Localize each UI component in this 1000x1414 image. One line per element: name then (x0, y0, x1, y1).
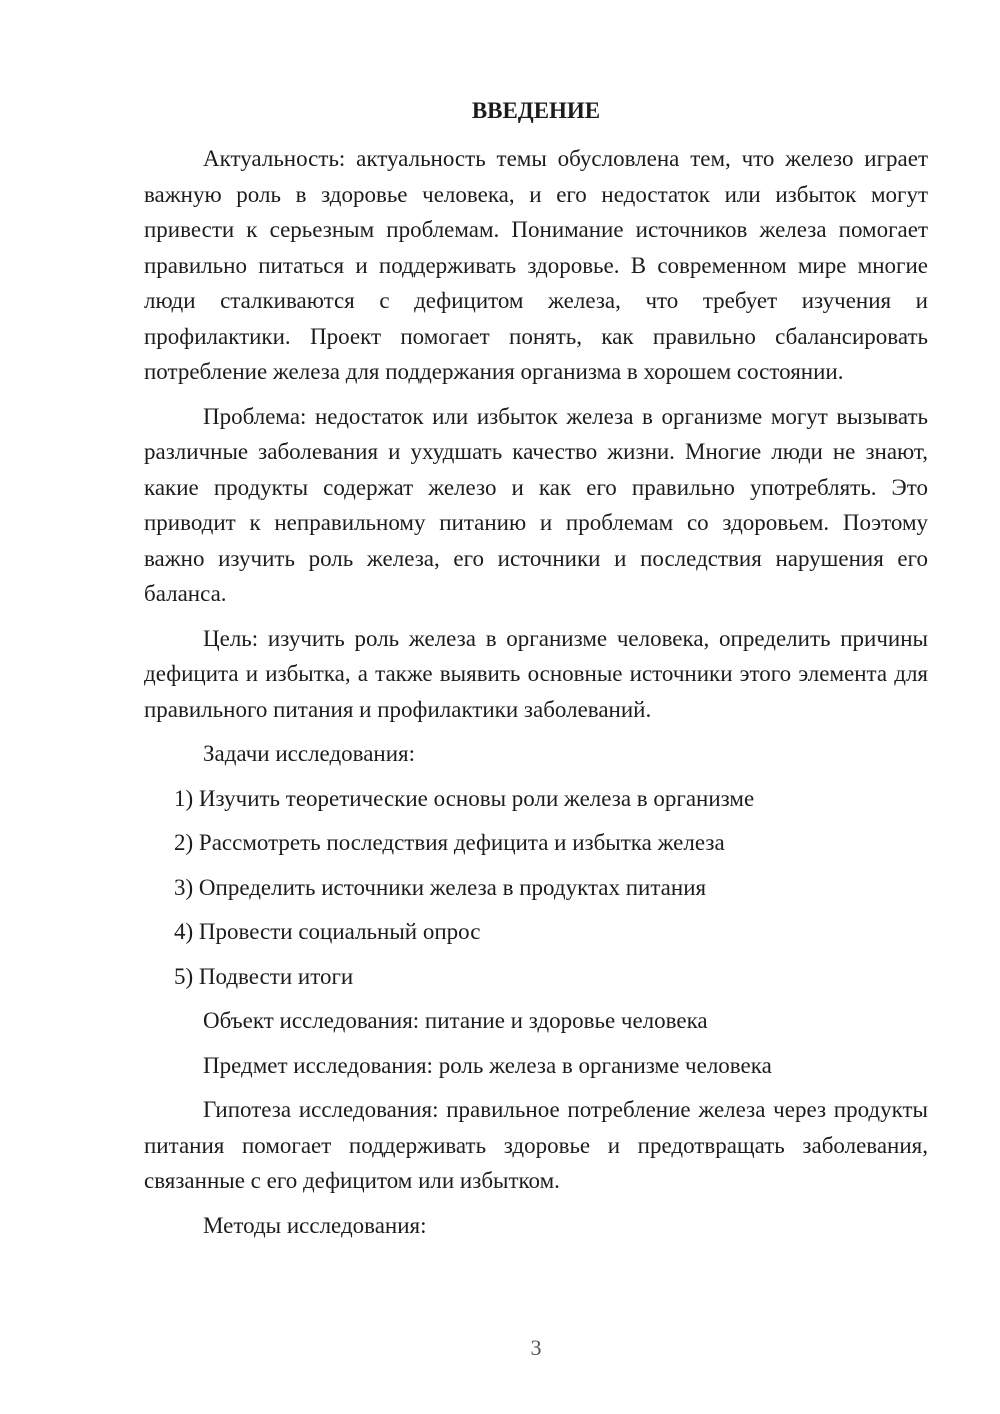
list-item: 5) Подвести итоги (174, 963, 354, 989)
paragraph-relevance: Актуальность: актуальность темы обусловлена тем, что железо играет важную роль в здоровье человека, и его недостаток или избыток могут привести к серьезным проблемам. Понимание источников железа помогает правильно питаться и поддерживать здоровье. В современном мире многие люди сталкиваются с дефицитом железа, что требует изучения и профилактики. Проект помогает понять, как правильно сбалансировать потребление железа для поддержания организма в хорошем состоянии. (144, 146, 928, 384)
tasks-list (144, 781, 928, 995)
list-item: 4) Провести социальный опрос (174, 919, 481, 944)
paragraph-goal: Цель: изучить роль железа в организме человека, определить причины дефицита и избытка, а также выявить основные источники этого элемента для правильного питания и профилактики заболеваний. (144, 625, 928, 722)
paragraph-tasks-intro: Задачи исследования: (203, 741, 416, 766)
paragraph-subject: Предмет исследования: роль железа в организме человека (203, 1052, 772, 1078)
paragraph-problem: Проблема: недостаток или избыток железа в организме могут вызывать различные заболевания и ухудшать качество жизни. Многие люди не знают, какие продукты содержат железо и как его правильно употреблять. Это приводит к неправильному питанию и проблемам со здоровьем. Поэтому важно изучить роль железа, его источники и последствия нарушения его баланса. (144, 403, 928, 606)
paragraph-methods: Методы исследования: (203, 1212, 427, 1238)
list-item: 3) Определить источники железа в продуктах питания (174, 874, 707, 900)
document-body (144, 141, 928, 1252)
paragraph-hypothesis: Гипотеза исследования: правильное потребление железа через продукты питания помогает поддерживать здоровье и предотвращать заболевания, связанные с его дефицитом или избытком. (144, 1097, 928, 1193)
list-item: 1) Изучить теоретические основы роли железа в организме (174, 785, 755, 811)
page-title: ВВЕДЕНИЕ (471, 98, 601, 123)
paragraph-object: Объект исследования: питание и здоровье человека (203, 1008, 708, 1033)
list-item: 2) Рассмотреть последствия дефицита и избытка железа (174, 830, 725, 855)
page-number: 3 (530, 1335, 542, 1360)
